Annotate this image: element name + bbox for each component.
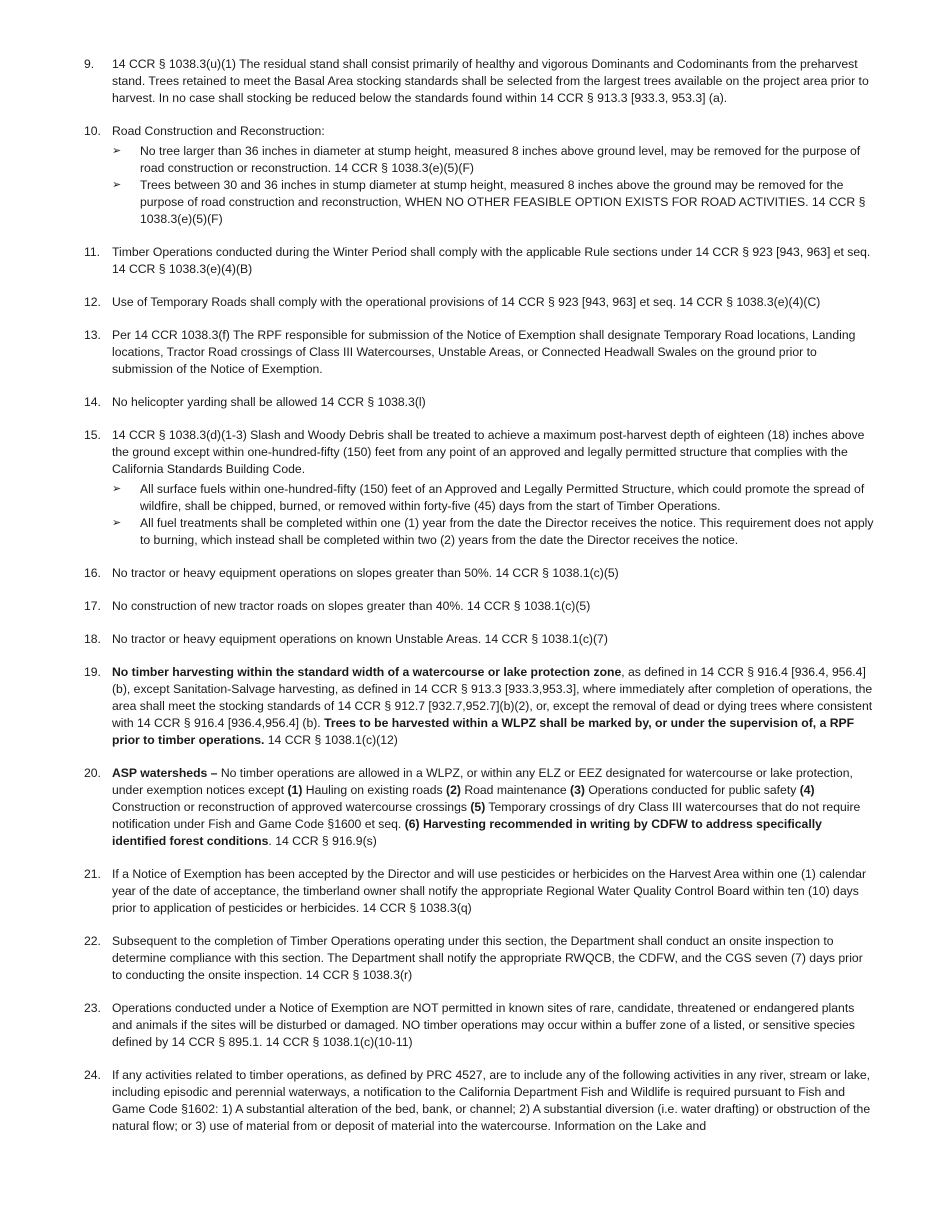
item-number: 23. (84, 1001, 101, 1015)
list-item (0, 294, 950, 311)
item-number: 19. (84, 665, 101, 679)
item-number: 11. (84, 245, 101, 259)
item-text (112, 765, 874, 850)
item-number: 14. (84, 395, 101, 409)
item-text (112, 631, 874, 648)
item-text (112, 933, 874, 984)
sub-bullet-text: All fuel treatments shall be completed within one (1) year from the date the Director receives the notice. This requirement does not apply to burning, which instead shall be completed within two (2) years from the date the Director receives the notice. (140, 516, 874, 547)
list-item (0, 56, 950, 107)
bold-text-run: (6) Harvesting recommended in writing by CDFW to address specifically identified forest conditions (112, 817, 822, 848)
text-run: No timber operations are allowed in a WLPZ, or within any ELZ or EEZ designated for watercourse or lake protection, under exemption notices except (112, 766, 853, 797)
text-run: Temporary crossings of dry Class III watercourses that do not require notification under Fish and Game Code §1600 et seq. (112, 800, 861, 831)
text-run: , as defined in 14 CCR § 916.4 [936.4, 956.4](b), except Sanitation-Salvage harvesting, as defined in 14 CCR § 913.3 [933.3,953.3], where immediately after completion of operations, the area shall meet the stocking standards of 14 CCR § 912.7 [932.7,952.7](b)(2), or, except the removal of dead or dying trees where consistent with 14 CCR § 916.4 [936.4,956.4] (b). (112, 665, 873, 730)
sub-bullet-list (112, 143, 874, 228)
item-text (112, 1067, 874, 1135)
text-run: Timber Operations conducted during the Winter Period shall comply with the applicable Rule sections under 14 CCR § 923 [943, 963] et seq. 14 CCR § 1038.3(e)(4)(B) (112, 245, 871, 276)
item-text (112, 394, 874, 411)
sub-bullet-text: No tree larger than 36 inches in diameter at stump height, measured 8 inches above ground level, may be removed for the purpose of road construction or reconstruction. 14 CCR § 1038.3(e)(5)(F) (140, 144, 861, 175)
item-number: 10. (84, 124, 101, 138)
text-run: 14 CCR § 1038.3(d)(1-3) Slash and Woody Debris shall be treated to achieve a maximum post-harvest depth of eighteen (18) inches above the ground except within one-hundred-fifty (150) feet from any point of an approved and legally permitted structure that complies with the California Standards Building Code. (112, 428, 865, 476)
item-number: 12. (84, 295, 101, 309)
item-text (112, 664, 874, 749)
list-item (0, 394, 950, 411)
item-number: 13. (84, 328, 101, 342)
text-run: No helicopter yarding shall be allowed 14 CCR § 1038.3(l) (112, 395, 426, 409)
numbered-conditions-list (0, 56, 950, 1151)
sub-bullet-item (112, 481, 874, 515)
list-item (0, 598, 950, 615)
text-run: No tractor or heavy equipment operations on known Unstable Areas. 14 CCR § 1038.1(c)(7) (112, 632, 608, 646)
text-run: No tractor or heavy equipment operations on slopes greater than 50%. 14 CCR § 1038.1(c)(5) (112, 566, 619, 580)
item-text (112, 565, 874, 582)
list-item (0, 765, 950, 850)
text-run: Construction or reconstruction of approved watercourse crossings (112, 800, 471, 814)
bold-text-run: (4) (799, 783, 815, 797)
item-text (112, 327, 874, 378)
sub-bullet-item (112, 515, 874, 549)
list-item (0, 327, 950, 378)
item-number: 21. (84, 867, 101, 881)
item-number: 9. (84, 57, 95, 71)
bold-text-run: (1) (287, 783, 303, 797)
list-item (0, 1067, 950, 1135)
bold-text-run: ASP watersheds – (112, 766, 221, 780)
item-text (112, 123, 874, 140)
text-run: Per 14 CCR 1038.3(f) The RPF responsible for submission of the Notice of Exemption shall designate Temporary Road locations, Landing locations, Tractor Road crossings of Class III Watercourses, Unstable Areas, or Connected Headwall Swales on the ground prior to submission of the Notice of Exemption. (112, 328, 856, 376)
text-run: No construction of new tractor roads on slopes greater than 40%. 14 CCR § 1038.1(c)(5) (112, 599, 591, 613)
item-text (112, 1000, 874, 1051)
text-run: Road Construction and Reconstruction: (112, 124, 325, 138)
sub-bullet-text: Trees between 30 and 36 inches in stump diameter at stump height, measured 8 inches above the ground may be removed for the purpose of road construction and reconstruction, WHEN NO OTHER FEASIBLE OPTION EXISTS FOR ROAD ACTIVITIES. 14 CCR § 1038.3(e)(5)(F) (140, 178, 866, 226)
list-item (0, 565, 950, 582)
text-run: Operations conducted for public safety (584, 783, 800, 797)
text-run: Road maintenance (460, 783, 571, 797)
text-run: Hauling on existing roads (302, 783, 447, 797)
list-item (0, 664, 950, 749)
item-number: 20. (84, 766, 101, 780)
item-number: 16. (84, 566, 101, 580)
item-text (112, 244, 874, 278)
text-run: Subsequent to the completion of Timber Operations operating under this section, the Department shall conduct an onsite inspection to determine compliance with this section. The Department shall notify the appropriate RWQCB, the CDFW, and the CGS seven (7) days prior to conducting the onsite inspection. 14 CCR § 1038.3(r) (112, 934, 863, 982)
list-item (0, 123, 950, 228)
sub-bullet-item (112, 177, 874, 228)
sub-bullet-text: All surface fuels within one-hundred-fifty (150) feet of an Approved and Legally Permitted Structure, which could promote the spread of wildfire, shall be chipped, burned, or removed within forty-five (45) days from the start of Timber Operations. (140, 482, 865, 513)
list-item (0, 866, 950, 917)
item-text (112, 427, 874, 478)
list-item (0, 1000, 950, 1051)
bold-text-run: (3) (570, 783, 585, 797)
arrow-bullet-icon: ➢ (112, 483, 122, 495)
bold-text-run: Trees to be harvested within a WLPZ shall be marked by, or under the supervision of, a RPF prior to timber operations. (112, 716, 855, 747)
item-text (112, 598, 874, 615)
sub-bullet-list (112, 481, 874, 549)
list-item (0, 933, 950, 984)
list-item (0, 631, 950, 648)
text-run: If any activities related to timber operations, as defined by PRC 4527, are to include any of the following activities in any river, stream or lake, including episodic and perennial waterways, a notification to the California Department Fish and Wildlife is required pursuant to Fish and Game Code §1602: 1) A substantial alteration of the bed, bank, or channel; 2) A substantial diversion (i.e. water drafting) or obstruction of the natural flow; or 3) use of material from or deposit of material into the watercourse. Information on the Lake and (112, 1068, 871, 1133)
list-item (0, 427, 950, 549)
bold-text-run: No timber harvesting within the standard width of a watercourse or lake protection zone (112, 665, 622, 679)
text-run: 14 CCR § 1038.1(c)(12) (264, 733, 398, 747)
item-text (112, 56, 874, 107)
text-run: If a Notice of Exemption has been accepted by the Director and will use pesticides or herbicides on the Harvest Area within one (1) calendar year of the date of acceptance, the timberland owner shall notify the appropriate Regional Water Quality Control Board within ten (10) days prior to application of pesticides or herbicides. 14 CCR § 1038.3(q) (112, 867, 866, 915)
arrow-bullet-icon: ➢ (112, 145, 122, 157)
list-item (0, 244, 950, 278)
text-run: . 14 CCR § 916.9(s) (268, 834, 377, 848)
arrow-bullet-icon: ➢ (112, 179, 122, 191)
text-run: Use of Temporary Roads shall comply with the operational provisions of 14 CCR § 923 [943, 963] et seq. 14 CCR § 1038.3(e)(4)(C) (112, 295, 821, 309)
arrow-bullet-icon: ➢ (112, 517, 122, 529)
bold-text-run: (5) (470, 800, 486, 814)
item-number: 18. (84, 632, 101, 646)
item-number: 22. (84, 934, 101, 948)
bold-text-run: (2) (446, 783, 461, 797)
text-run: Operations conducted under a Notice of Exemption are NOT permitted in known sites of rare, candidate, threatened or endangered plants and animals if the sites will be disturbed or damaged. NO timber operations may occur within a buffer zone of a listed, or sensitive species defined by 14 CCR § 895.1. 14 CCR § 1038.1(c)(10-11) (112, 1001, 855, 1049)
sub-bullet-item (112, 143, 874, 177)
item-number: 24. (84, 1068, 101, 1082)
item-number: 17. (84, 599, 101, 613)
item-number: 15. (84, 428, 101, 442)
item-text (112, 866, 874, 917)
item-text (112, 294, 874, 311)
text-run: 14 CCR § 1038.3(u)(1) The residual stand shall consist primarily of healthy and vigorous Dominants and Codominants from the preharvest stand. Trees retained to meet the Basal Area stocking standards shall be selected from the largest trees available on the project area prior to harvest. In no case shall stocking be reduced below the standards found within 14 CCR § 913.3 [933.3, 953.3] (a). (112, 57, 869, 105)
